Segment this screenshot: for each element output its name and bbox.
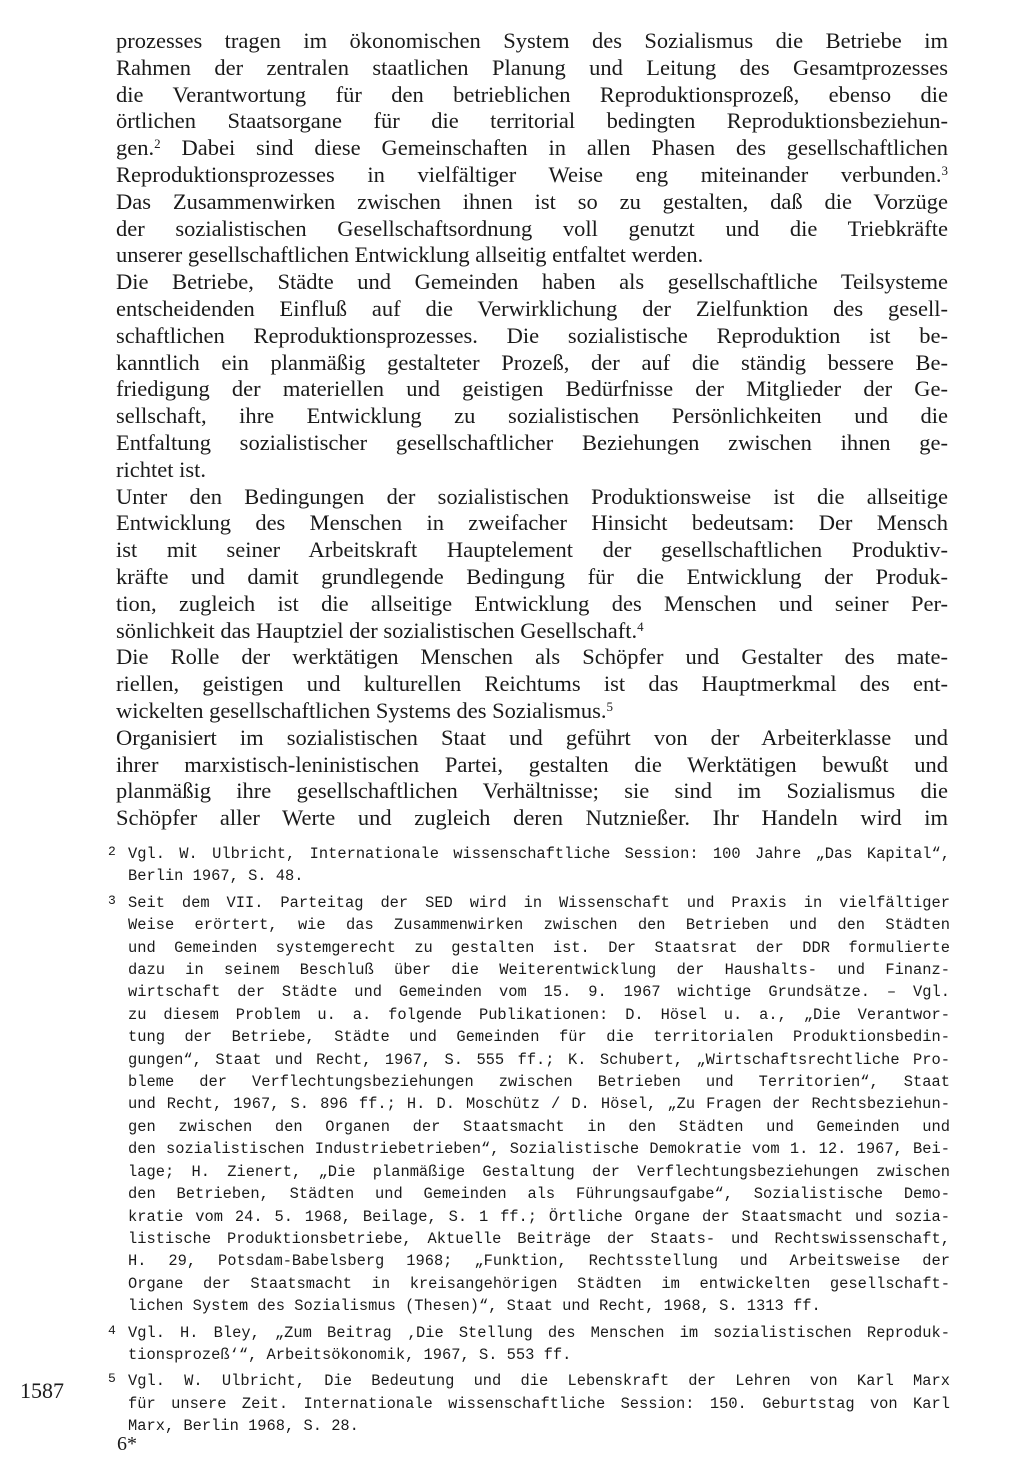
footnote-reference: 3 [941,162,948,178]
body-line-text: Entfaltung sozialistischer gesellschaftlicher Beziehungen zwischen ihnen ge- [116,429,948,455]
body-line-text: Schöpfer aller Werte und zugleich deren Nutznießer. Ihr Handeln wird im [116,805,948,831]
body-line [116,55,948,82]
body-line-text: Die Betriebe, Städte und Gemeinden haben als gesellschaftliche Teilsysteme [116,269,948,295]
body-line [116,671,948,698]
body-line [116,510,948,537]
body-line-text: sellschaft, ihre Entwicklung zu sozialistischen Persönlichkeiten und die [116,403,948,429]
body-line [116,269,948,296]
footnote-line: Weise erörtert, wie das Zusammenwirken zwischen den Betrieben und den Städten [128,916,950,935]
footnote-number: 5 [108,1371,116,1387]
body-line [116,564,948,591]
footnote-line: tung der Betriebe, Städte und Gemeinden für die territorialen Produktionsbedin- [128,1028,950,1047]
body-line-text: friedigung der materiellen und geistigen Bedürfnisse der Mitglieder der Ge- [116,376,948,402]
footnote-line: Vgl. W. Ulbricht, Die Bedeutung und die Lebenskraft der Lehren von Karl Marx [128,1372,950,1391]
body-line [116,135,948,162]
footnotes-section [108,843,950,1442]
body-line-text: unserer gesellschaftlichen Entwicklung allseitig entfaltet werden. [116,242,704,268]
body-line [116,216,948,243]
footnote-line: Organe der Staatsmacht in kreisangehörigen Städten im entwickelten gesellschaft- [128,1274,950,1293]
body-line [116,457,948,484]
body-line-text: Die Rolle der werktätigen Menschen als Schöpfer und Gestalter des mate- [116,644,948,670]
body-line [116,350,948,377]
body-line-text: die Verantwortung für den betrieblichen Reproduktionsprozeß, ebenso die [116,81,948,107]
body-text [116,28,948,832]
footnote-line: Vgl. W. Ulbricht, Internationale wissenschaftliche Session: 100 Jahre „Das Kapital“, [128,845,950,863]
body-line-text: ist mit seiner Arbeitskraft Hauptelement der gesellschaftlichen Produktiv- [116,537,948,563]
body-line [116,430,948,457]
body-line [116,403,948,430]
body-line [116,296,948,323]
body-line [116,725,948,752]
footnote-line: H. 29, Potsdam-Babelsberg 1968; „Funktion, Rechtsstellung und Arbeitsweise der [128,1252,950,1271]
footnote-line: lichen System des Sozialismus (Thesen)“, Staat und Recht, 1968, S. 1313 ff. [128,1297,821,1316]
footnote-line: den Betrieben, Städten und Gemeinden als Führungsaufgabe“, Sozialistische Demo- [128,1185,950,1204]
body-line-text: Unter den Bedingungen der sozialistischen Produktionsweise ist die allseitige [116,483,948,509]
footnote-number: 2 [108,844,116,859]
footnote-line: lage; H. Zienert, „Die planmäßige Gestaltung der Verflechtungsbeziehungen zwischen [128,1162,950,1181]
body-line [116,752,948,779]
footnote-number: 3 [108,892,116,908]
body-line [116,242,948,269]
body-line-text: wickelten gesellschaftlichen Systems des Sozialismus. [116,697,607,723]
body-line-text: Rahmen der zentralen staatlichen Planung und Leitung des Gesamtprozesses [116,54,948,80]
body-line-text: schaftlichen Reproduktionsprozesses. Die sozialistische Reproduktion ist be- [116,322,948,348]
footnote-reference: 2 [154,136,161,152]
footnote-line: den sozialistischen Industriebetrieben“, Sozialistische Demokratie vom 1. 12. 1967, Bei- [128,1140,950,1159]
body-line-text: riellen, geistigen und kulturellen Reichtums ist das Hauptmerkmal des ent- [116,671,948,697]
body-line [116,108,948,135]
footnote-reference: 5 [606,698,614,714]
body-line-text: ihrer marxistisch-leninistischen Partei, gestalten die Werktätigen bewußt und [116,751,948,777]
footnote-line: gungen“, Staat und Recht, 1967, S. 555 ff.; K. Schubert, „Wirtschaftsrechtliche Pro- [128,1050,950,1069]
body-line-text: der sozialistischen Gesellschaftsordnung voll genutzt und die Triebkräfte [116,215,948,241]
footnote-line: wirtschaft der Städte und Gemeinden vom 15. 9. 1967 wichtige Grundsätze. – Vgl. [128,983,950,1002]
footnote-reference: 4 [637,618,644,634]
body-line [116,805,948,832]
body-line-text-continued: Dabei sind diese Gemeinschaften in allen Phasen des gesellschaftlichen [160,135,948,161]
footnote-line: Vgl. H. Bley, „Zum Beitrag ‚Die Stellung des Menschen im sozialistischen Reproduk- [128,1323,950,1342]
body-line-text: sönlichkeit das Hauptziel der sozialistischen Gesellschaft. [116,617,638,643]
body-line [116,698,948,725]
footnote-line: zu diesem Problem u. a. folgende Publikationen: D. Hösel u. a., „Die Verantwor- [128,1005,950,1024]
footnote-line: Seit dem VII. Parteitag der SED wird in Wissenschaft und Praxis in vielfältiger [128,893,950,912]
footnote-line: Marx, Berlin 1968, S. 28. [128,1417,359,1436]
footnote [108,843,950,888]
body-line-text: Reproduktionsprozesses in vielfältiger Weise eng miteinander verbunden. [116,161,942,187]
body-line-text: entscheidenden Einfluß auf die Verwirklichung der Zielfunktion des gesell- [116,295,948,321]
body-line [116,484,948,511]
body-line-text: örtlichen Staatsorgane für die territorial bedingten Reproduktionsbeziehun- [116,108,948,134]
footnote [108,1322,950,1367]
body-line [116,28,948,55]
body-line [116,778,948,805]
footnote-line: dazu in seinem Beschluß über die Weiterentwicklung der Haushalts- und Finanz- [128,961,950,980]
body-line [116,618,948,645]
footnote-line: und Recht, 1967, S. 896 ff.; H. D. Moschütz / D. Hösel, „Zu Fragen der Rechtsbeziehun- [128,1095,950,1114]
footnote-line: bleme der Verflechtungsbeziehungen zwischen Betrieben und Territorien“, Staat [128,1073,950,1092]
footnote-line: listische Produktionsbetriebe, Aktuelle Beiträge der Staats- und Rechtswissenschaft, [128,1229,950,1248]
body-line-text: Organisiert im sozialistischen Staat und geführt von der Arbeiterklasse und [116,724,948,750]
body-line-text: kanntlich ein planmäßig gestalteter Prozeß, der auf die ständig bessere Be- [116,349,948,375]
footnote-line: Berlin 1967, S. 48. [128,867,304,886]
body-line [116,189,948,216]
body-line [116,82,948,109]
signature-mark: 6* [117,1433,137,1455]
footnote-line: für unsere Zeit. Internationale wissenschaftliche Session: 150. Geburtstag von Karl [128,1394,950,1413]
body-line-text: Entwicklung des Menschen in zweifacher Hinsicht bedeutsam: Der Mensch [116,510,948,536]
body-line [116,162,948,189]
body-line [116,537,948,564]
page-number: 1587 [20,1378,64,1403]
body-line-text: tion, zugleich ist die allseitige Entwicklung des Menschen und seiner Per- [116,590,948,616]
body-line-text: planmäßig ihre gesellschaftlichen Verhältnisse; sie sind im Sozialismus die [116,778,948,804]
footnote-line: kratie vom 24. 5. 1968, Beilage, S. 1 ff.; Örtliche Organe der Staatsmacht und sozia- [128,1207,950,1226]
body-line [116,376,948,403]
body-line-text: kräfte und damit grundlegende Bedingung für die Entwicklung der Produk- [116,563,948,589]
body-line [116,644,948,671]
body-line-text: richtet ist. [116,456,206,482]
footnote-number: 4 [108,1322,116,1338]
body-line-text: Das Zusammenwirken zwischen ihnen ist so zu gestalten, daß die Vorzüge [116,188,948,214]
body-line-text: gen. [116,135,155,161]
body-line [116,323,948,350]
footnote [108,892,950,1318]
body-line [116,591,948,618]
footnote [108,1370,950,1437]
footnote-line: tionsprozeß‘“, Arbeitsökonomik, 1967, S. 553 ff. [128,1345,572,1364]
body-line-text: prozesses tragen im ökonomischen System des Sozialismus die Betriebe im [116,28,948,53]
footnote-line: gen zwischen den Organen der Staatsmacht in den Städten und Gemeinden und [128,1117,950,1136]
footnote-line: und Gemeinden systemgerecht zu gestalten ist. Der Staatsrat der DDR formulierte [128,938,950,957]
